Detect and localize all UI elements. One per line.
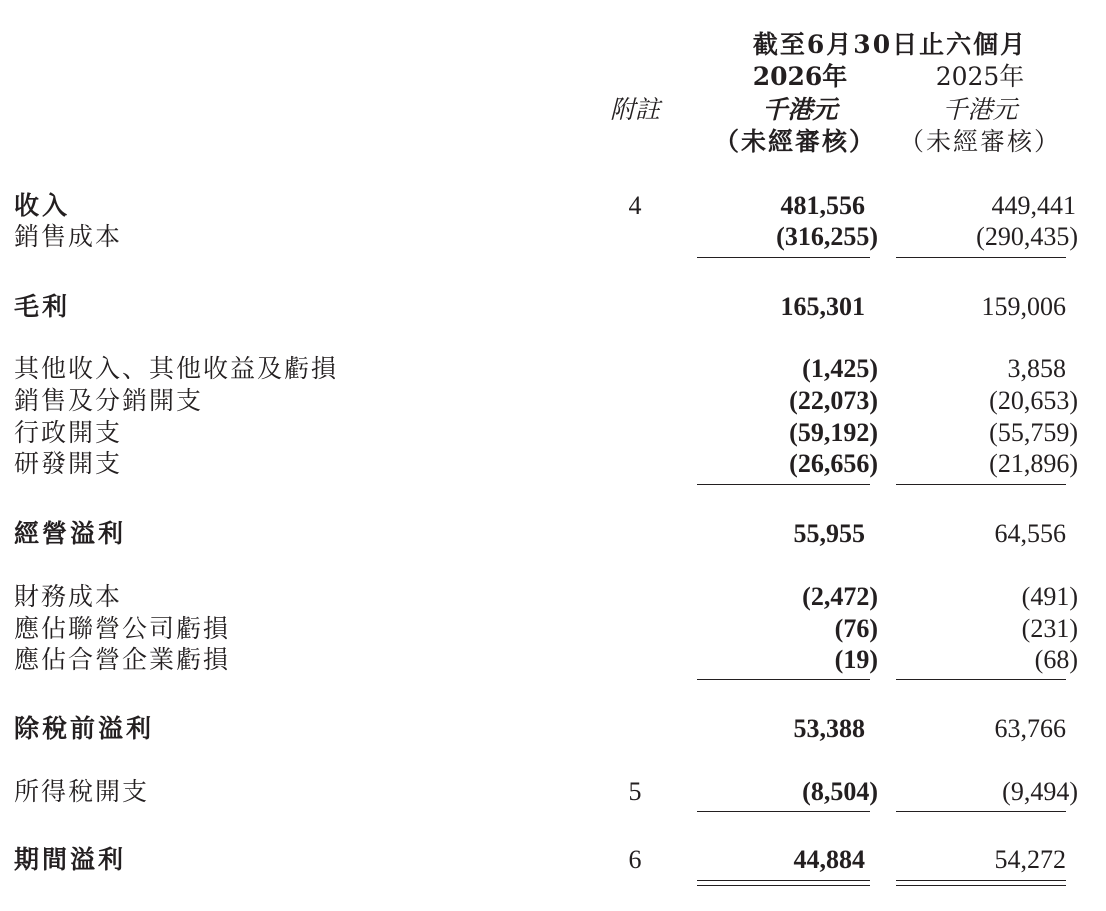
row-label-income-tax: 所得稅開支 xyxy=(14,777,150,806)
row-label-profit-for-period: 期間溢利 xyxy=(14,845,127,874)
row-prior-admin-expenses: (55,759) xyxy=(989,418,1078,447)
row-prior-gross-profit: 159,006 xyxy=(981,292,1066,321)
current-year-header: 2026年 xyxy=(752,62,848,91)
row-prior-share-of-associates-loss: (231) xyxy=(1021,614,1078,643)
row-note-profit-for-period: 6 xyxy=(628,845,642,874)
row-current-gross-profit: 165,301 xyxy=(780,292,865,321)
total-double-rule xyxy=(896,880,1066,886)
row-label-share-of-associates-loss: 應佔聯營公司虧損 xyxy=(14,614,231,643)
current-unit-header: 千港元 xyxy=(762,95,838,124)
row-current-share-of-jv-loss: (19) xyxy=(834,645,878,674)
subtotal-rule xyxy=(896,484,1066,485)
row-current-share-of-associates-loss: (76) xyxy=(834,614,878,643)
row-prior-finance-costs: (491) xyxy=(1021,582,1078,611)
row-current-other-income: (1,425) xyxy=(802,354,878,383)
prior-year-header: 2025年 xyxy=(935,62,1025,91)
row-current-cost-of-sales: (316,255) xyxy=(776,222,878,251)
subtotal-rule xyxy=(697,484,870,485)
subtotal-rule xyxy=(697,811,870,812)
row-prior-revenue: 449,441 xyxy=(991,191,1076,220)
row-current-revenue: 481,556 xyxy=(780,191,865,220)
row-prior-cost-of-sales: (290,435) xyxy=(976,222,1078,251)
row-current-finance-costs: (2,472) xyxy=(802,582,878,611)
row-note-income-tax: 5 xyxy=(628,777,642,806)
row-label-finance-costs: 財務成本 xyxy=(14,582,123,611)
row-label-share-of-jv-loss: 應佔合營企業虧損 xyxy=(14,645,231,674)
row-prior-other-income: 3,858 xyxy=(1007,354,1066,383)
row-label-distribution-expenses: 銷售及分銷開支 xyxy=(14,386,204,415)
row-label-operating-profit: 經營溢利 xyxy=(14,519,127,548)
row-prior-rnd-expenses: (21,896) xyxy=(989,449,1078,478)
subtotal-rule xyxy=(697,257,870,258)
subtotal-rule xyxy=(697,679,870,680)
row-note-revenue: 4 xyxy=(628,191,642,220)
subtotal-rule xyxy=(896,257,1066,258)
row-label-cost-of-sales: 銷售成本 xyxy=(14,222,123,251)
row-label-rnd-expenses: 研發開支 xyxy=(14,449,123,478)
row-prior-distribution-expenses: (20,653) xyxy=(989,386,1078,415)
row-prior-operating-profit: 64,556 xyxy=(994,519,1066,548)
row-current-profit-for-period: 44,884 xyxy=(793,845,865,874)
subtotal-rule xyxy=(896,811,1066,812)
row-label-revenue: 收入 xyxy=(14,191,71,220)
row-current-admin-expenses: (59,192) xyxy=(789,418,878,447)
row-prior-income-tax: (9,494) xyxy=(1002,777,1078,806)
row-label-profit-before-tax: 除稅前溢利 xyxy=(14,714,155,743)
row-label-gross-profit: 毛利 xyxy=(14,292,71,321)
total-double-rule xyxy=(697,880,870,886)
row-label-admin-expenses: 行政開支 xyxy=(14,418,123,447)
current-audit-status: （未經審核） xyxy=(713,127,876,156)
row-current-distribution-expenses: (22,073) xyxy=(789,386,878,415)
prior-unit-header: 千港元 xyxy=(942,95,1018,124)
row-prior-share-of-jv-loss: (68) xyxy=(1034,645,1078,674)
prior-audit-status: （未經審核） xyxy=(898,127,1061,156)
subtotal-rule xyxy=(896,679,1066,680)
period-header: 截至6月30日止六個月 xyxy=(752,30,1028,59)
row-current-rnd-expenses: (26,656) xyxy=(789,449,878,478)
row-current-income-tax: (8,504) xyxy=(802,777,878,806)
row-prior-profit-before-tax: 63,766 xyxy=(994,714,1066,743)
row-label-other-income: 其他收入、其他收益及虧損 xyxy=(14,354,339,383)
row-current-operating-profit: 55,955 xyxy=(793,519,865,548)
note-column-header: 附註 xyxy=(609,95,660,124)
row-current-profit-before-tax: 53,388 xyxy=(793,714,865,743)
row-prior-profit-for-period: 54,272 xyxy=(994,845,1066,874)
